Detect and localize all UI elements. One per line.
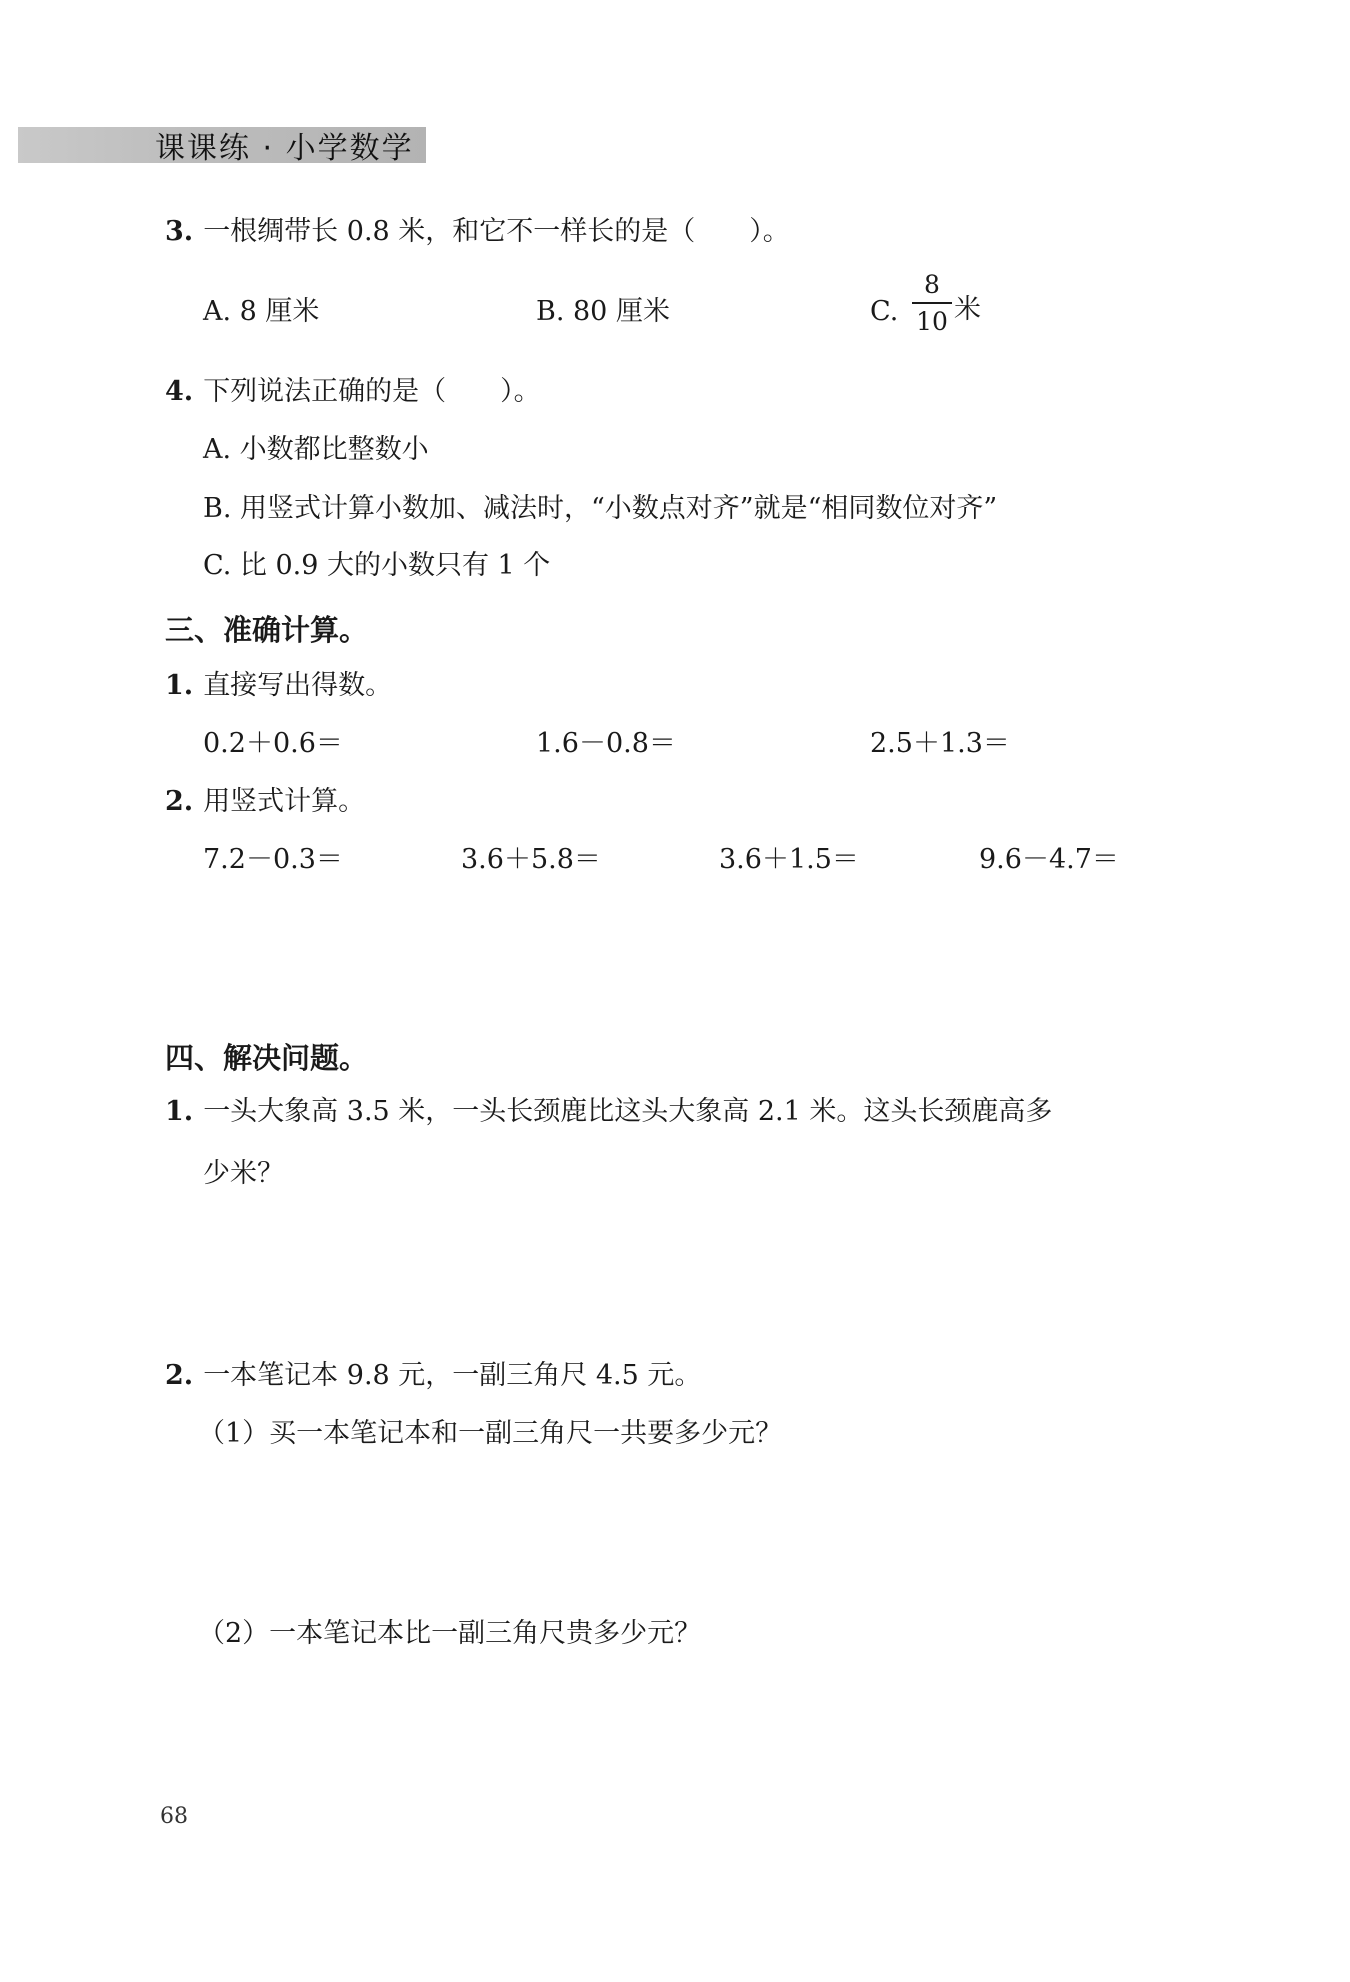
calc-item: 2.5＋1.3＝ xyxy=(870,728,1010,759)
s3-question-2-text: 用竖式计算。 xyxy=(203,786,366,817)
s4-question-2-text: 一本笔记本 9.8 元，一副三角尺 4.5 元。 xyxy=(203,1360,702,1391)
section-3-title: 三、准确计算。 xyxy=(165,613,369,647)
s3-question-1-text: 直接写出得数。 xyxy=(203,670,393,701)
question-3-number: 3. xyxy=(165,216,194,247)
vertical-calc-item: 3.6＋5.8＝ xyxy=(461,844,601,875)
question-4-number: 4. xyxy=(165,376,194,407)
s4-question-1-line1: 一头大象高 3.5 米，一头长颈鹿比这头大象高 2.1 米。这头长颈鹿高多 xyxy=(203,1096,1053,1127)
s4-question-2-sub2: （2）一本笔记本比一副三角尺贵多少元？ xyxy=(198,1618,702,1649)
q3-option-c-prefix: C. xyxy=(870,296,899,327)
q3-option-b: B. 80 厘米 xyxy=(536,296,670,327)
s3-question-1-number: 1. xyxy=(165,670,194,701)
s4-question-2-sub1: （1）买一本笔记本和一副三角尺一共要多少元？ xyxy=(198,1418,783,1449)
section-4-title: 四、解决问题。 xyxy=(165,1041,369,1075)
s4-question-2 xyxy=(165,1362,701,1389)
q4-option-a: A. 小数都比整数小 xyxy=(203,434,429,465)
q3-option-c-fraction xyxy=(912,272,952,334)
s4-question-1-number: 1. xyxy=(165,1096,194,1127)
vertical-calc-item: 9.6－4.7＝ xyxy=(979,844,1119,875)
q4-option-c: C. 比 0.9 大的小数只有 1 个 xyxy=(203,550,551,581)
vertical-calc-item: 3.6＋1.5＝ xyxy=(719,844,859,875)
s3-question-2 xyxy=(165,788,365,815)
calc-item: 1.6－0.8＝ xyxy=(536,728,676,759)
q4-option-b: B. 用竖式计算小数加、减法时，“小数点对齐”就是“相同数位对齐” xyxy=(203,493,998,524)
s4-question-2-number: 2. xyxy=(165,1360,194,1391)
question-4-text: 下列说法正确的是（ ）。 xyxy=(203,376,541,407)
header-title: 课课练 · 小学数学 xyxy=(155,131,414,166)
s3-question-2-number: 2. xyxy=(165,786,194,817)
s4-question-1 xyxy=(165,1098,1052,1125)
calc-item: 0.2＋0.6＝ xyxy=(203,728,343,759)
s4-question-1-line2: 少米？ xyxy=(203,1158,284,1189)
q3-option-a: A. 8 厘米 xyxy=(203,296,320,327)
question-3 xyxy=(165,218,790,245)
question-4 xyxy=(165,378,541,405)
fraction-numerator: 8 xyxy=(912,272,952,304)
vertical-calc-item: 7.2－0.3＝ xyxy=(203,844,343,875)
q3-option-c-unit: 米 xyxy=(954,294,981,325)
fraction-denominator: 10 xyxy=(916,307,948,336)
page-number: 68 xyxy=(160,1804,188,1829)
s3-question-1 xyxy=(165,672,392,699)
question-3-text: 一根绸带长 0.8 米，和它不一样长的是（ ）。 xyxy=(203,216,790,247)
